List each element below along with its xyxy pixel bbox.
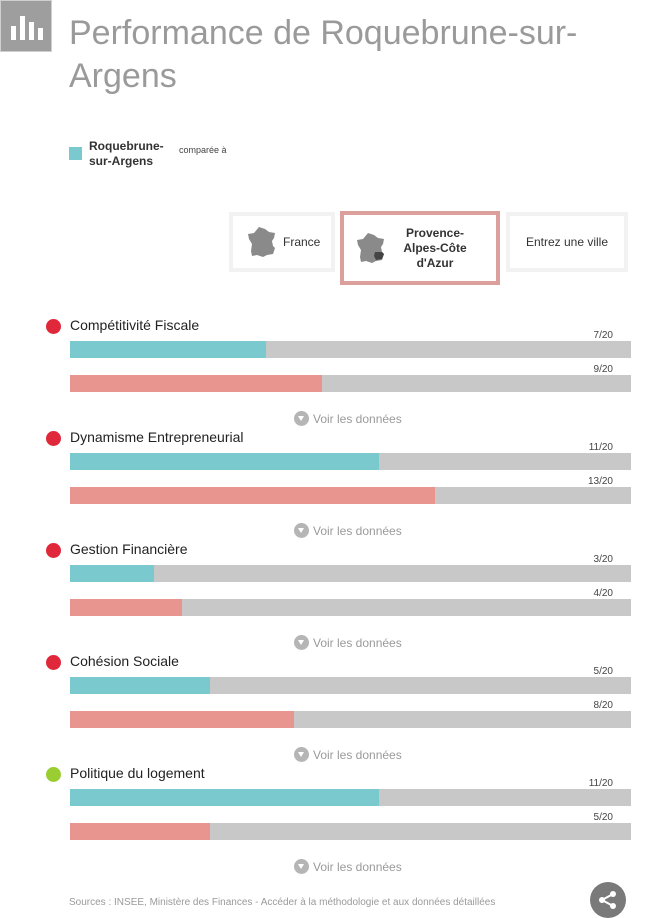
region-score-bar (70, 375, 631, 392)
category-title: Compétitivité Fiscale (70, 317, 200, 333)
category-title: Gestion Financière (70, 541, 188, 557)
show-data-label: Voir les données (313, 859, 402, 874)
show-data-link[interactable] (294, 747, 402, 762)
show-data-label: Voir les données (313, 747, 402, 762)
city-score-label: 3/20 (593, 554, 613, 565)
show-data-label: Voir les données (313, 635, 402, 650)
legend-city-name: Roquebrune-sur-Argens (89, 139, 164, 168)
city-score-fill (70, 789, 379, 806)
category-section (0, 538, 672, 650)
category-title: Politique du logement (70, 765, 205, 781)
status-dot (46, 767, 61, 782)
chevron-down-icon (294, 747, 309, 762)
region-score-label: 8/20 (593, 700, 613, 711)
region-score-label: 4/20 (593, 588, 613, 599)
city-score-fill (70, 565, 154, 582)
city-score-bar (70, 341, 631, 358)
city-score-bar (70, 789, 631, 806)
legend-city-swatch (69, 147, 82, 160)
show-data-link[interactable] (294, 523, 402, 538)
category-section (0, 426, 672, 538)
region-score-bar (70, 711, 631, 728)
bar-chart-icon (0, 0, 52, 52)
show-data-link[interactable] (294, 635, 402, 650)
status-dot (46, 319, 61, 334)
region-score-label: 5/20 (593, 812, 613, 823)
city-score-bar (70, 565, 631, 582)
compare-city-label: Entrez une ville (525, 235, 609, 249)
france-map-icon (247, 226, 277, 258)
compare-france-button[interactable] (229, 212, 335, 272)
city-score-label: 11/20 (588, 778, 613, 789)
region-map-icon (356, 232, 386, 264)
city-score-fill (70, 453, 379, 470)
compare-region-button[interactable] (340, 211, 500, 285)
region-score-bar (70, 599, 631, 616)
show-data-link[interactable] (294, 859, 402, 874)
show-data-label: Voir les données (313, 523, 402, 538)
region-score-fill (70, 375, 322, 392)
category-title: Cohésion Sociale (70, 653, 179, 669)
legend-compared-label: comparée à (179, 145, 227, 155)
region-score-fill (70, 487, 435, 504)
city-score-fill (70, 341, 266, 358)
chevron-down-icon (294, 635, 309, 650)
region-score-label: 13/20 (587, 476, 613, 487)
category-section (0, 314, 672, 426)
region-score-bar (70, 823, 631, 840)
page-title: Performance de Roquebrune-sur-Argens (69, 14, 578, 95)
city-score-label: 5/20 (593, 666, 613, 677)
show-data-label: Voir les données (313, 411, 402, 426)
category-section (0, 650, 672, 762)
region-score-label: 9/20 (593, 364, 613, 375)
chevron-down-icon (294, 411, 309, 426)
city-score-bar (70, 453, 631, 470)
city-score-fill (70, 677, 210, 694)
region-score-fill (70, 711, 294, 728)
status-dot (46, 543, 61, 558)
compare-region-label: Provence-Alpes-Côte d'Azur (403, 225, 467, 270)
region-score-bar (70, 487, 631, 504)
category-title: Dynamisme Entrepreneurial (70, 429, 244, 445)
show-data-link[interactable] (294, 411, 402, 426)
chevron-down-icon (294, 523, 309, 538)
city-score-label: 11/20 (588, 442, 613, 453)
sources-text[interactable]: Sources : INSEE, Ministère des Finances - Accéder à la méthodologie et aux données détaillées (69, 897, 496, 908)
category-section (0, 762, 672, 874)
city-score-bar (70, 677, 631, 694)
compare-france-label: France (283, 235, 321, 249)
region-score-fill (70, 823, 210, 840)
status-dot (46, 655, 61, 670)
region-score-fill (70, 599, 182, 616)
chevron-down-icon (294, 859, 309, 874)
compare-city-input-button[interactable] (506, 212, 628, 272)
share-icon (598, 890, 618, 910)
share-button[interactable] (590, 882, 626, 918)
status-dot (46, 431, 61, 446)
city-score-label: 7/20 (593, 330, 613, 341)
